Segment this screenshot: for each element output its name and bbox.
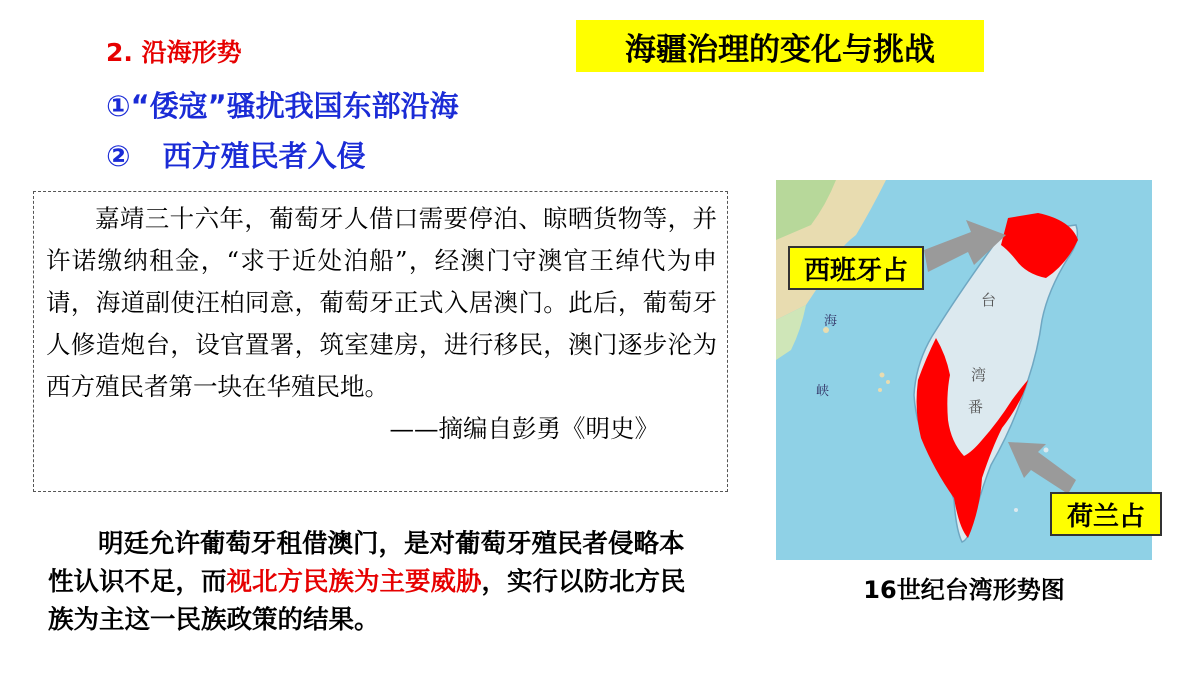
netherlands-occupied-label: 荷兰占	[1050, 492, 1162, 536]
conclusion-text	[48, 525, 708, 639]
map-caption: 16世纪台湾形势图	[863, 576, 1065, 604]
section-heading: 2. 沿海形势	[106, 38, 242, 67]
conclusion-part: ，实行以防北方民族为主这一民族政策的结果。	[48, 567, 686, 635]
list-item-number: ②	[106, 139, 131, 173]
list-item	[106, 134, 366, 175]
conclusion-part: 明廷允许葡萄牙租借澳门，是对葡萄牙殖民者侵略本性认识不足，而	[48, 529, 685, 597]
spain-occupied-label: 西班牙占	[788, 246, 924, 290]
map-place-label: 台	[981, 291, 997, 309]
list-item-text: 西方殖民者入侵	[162, 139, 366, 173]
quote-text: 嘉靖三十六年，葡萄牙人借口需要停泊、晾晒货物等，并许诺缴纳租金，“求于近处泊船”，经澳门守澳官王绰代为申请，海道副使汪柏同意，葡萄牙正式入居澳门。此后，葡萄牙人修造炮台，设官置署，筑室建房，进行移民，澳门逐步沦为西方殖民者第一块在华殖民地。	[46, 204, 717, 401]
list-item-text: “倭寇”骚扰我国东部沿海	[130, 89, 459, 123]
quote-box	[33, 191, 728, 492]
map-place-label: 峡	[816, 384, 830, 399]
list-item	[106, 84, 459, 125]
list-item-number: ①	[106, 89, 131, 123]
map-place-label: 湾	[971, 366, 987, 384]
page-title: 海疆治理的变化与挑战	[576, 20, 984, 72]
map-place-label: 海	[824, 314, 838, 329]
conclusion-highlight: 视北方民族为主要威胁	[226, 567, 482, 597]
quote-source: ——摘编自彭勇《明史》	[389, 414, 659, 443]
map-place-label: 番	[968, 398, 984, 416]
